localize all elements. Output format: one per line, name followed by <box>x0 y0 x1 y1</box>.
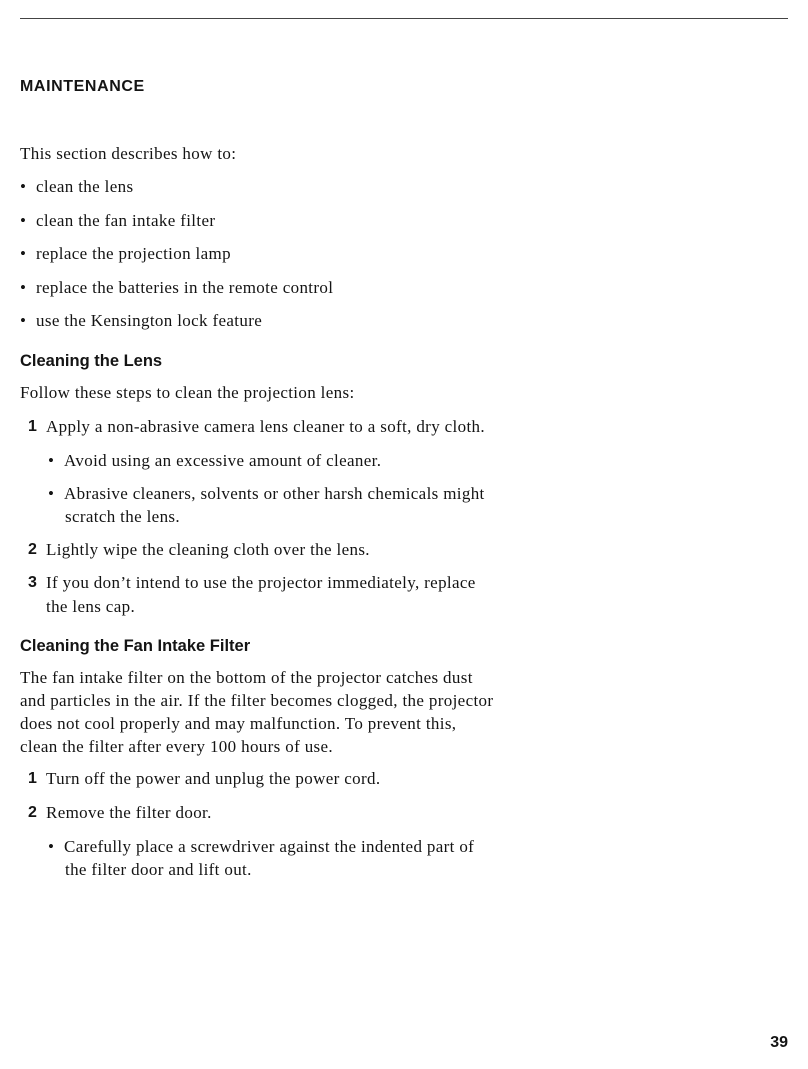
filter-step-2-bullet <box>48 837 474 857</box>
filter-paragraph-line: clean the filter after every 100 hours of use. <box>20 737 334 756</box>
list-item-text: Abrasive cleaners, solvents or other harsh chemicals might <box>64 484 485 503</box>
lens-step-1: Apply a non-abrasive camera lens cleaner to a soft, dry cloth. <box>46 417 485 436</box>
intro-list-item <box>20 311 262 331</box>
step-number: 1 <box>28 418 37 435</box>
bullet: • <box>20 177 27 196</box>
filter-paragraph-line: and particles in the air. If the filter becomes clogged, the projector <box>20 691 494 710</box>
step-number: 1 <box>28 770 37 787</box>
lens-step-2: Lightly wipe the cleaning cloth over the lens. <box>46 540 370 559</box>
list-item-text: clean the fan intake filter <box>36 211 216 230</box>
filter-heading: Cleaning the Fan Intake Filter <box>20 637 251 655</box>
list-item-text: replace the batteries in the remote control <box>36 278 334 297</box>
list-item-text: Avoid using an excessive amount of cleaner. <box>64 451 382 470</box>
list-item-text: Carefully place a screwdriver against the indented part of <box>64 837 475 856</box>
bullet: • <box>20 278 27 297</box>
lens-heading: Cleaning the Lens <box>20 352 163 370</box>
intro-text: This section describes how to: <box>20 144 237 163</box>
lens-step-1-bullet-continued: scratch the lens. <box>65 507 180 526</box>
step-number: 2 <box>28 804 37 821</box>
lens-step-1-bullet <box>48 484 485 504</box>
filter-paragraph-line: does not cool properly and may malfunction. To prevent this, <box>20 714 457 733</box>
intro-list-item <box>20 278 333 298</box>
top-rule <box>20 18 788 19</box>
intro-list-item <box>20 177 133 197</box>
bullet: • <box>48 451 55 470</box>
step-number: 3 <box>28 574 37 591</box>
step-number: 2 <box>28 541 37 558</box>
lens-step-3-continued: the lens cap. <box>46 597 136 616</box>
filter-step-1: Turn off the power and unplug the power cord. <box>46 769 381 788</box>
intro-list-item <box>20 211 215 231</box>
bullet: • <box>20 311 27 330</box>
lens-step-3: If you don’t intend to use the projector immediately, replace <box>46 573 476 592</box>
filter-step-2: Remove the filter door. <box>46 803 212 822</box>
list-item-text: clean the lens <box>36 177 134 196</box>
filter-paragraph-line: The fan intake filter on the bottom of the projector catches dust <box>20 668 473 687</box>
lens-step-1-bullet <box>48 451 381 471</box>
bullet: • <box>48 484 55 503</box>
page-number: 39 <box>770 1034 788 1051</box>
bullet: • <box>48 837 55 856</box>
bullet: • <box>20 244 27 263</box>
list-item-text: use the Kensington lock feature <box>36 311 263 330</box>
intro-list-item <box>20 244 231 264</box>
filter-step-2-bullet-continued: the filter door and lift out. <box>65 860 252 879</box>
lens-lead: Follow these steps to clean the projection lens: <box>20 383 355 402</box>
section-title: MAINTENANCE <box>20 78 145 95</box>
list-item-text: replace the projection lamp <box>36 244 231 263</box>
bullet: • <box>20 211 27 230</box>
